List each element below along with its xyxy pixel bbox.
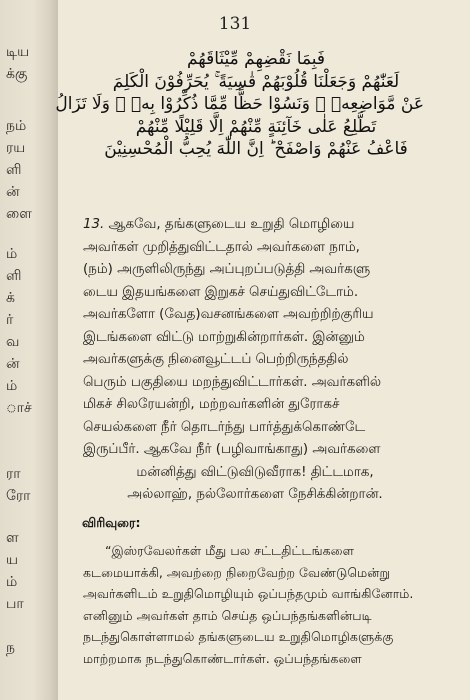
gutter-fragment: ளி (6, 268, 22, 284)
commentary-line: நடந்துகொள்ளாமல் தங்களுடைய உறுதிமொழிகளுக்கு (83, 629, 394, 644)
commentary-line: கடமையாக்கி, அவற்றை நிறைவேற்ற வேண்டுமென்று (83, 564, 390, 580)
commentary-heading: விரிவுரை: (82, 515, 141, 530)
translation-line: மிகச் சிலரேயன்றி, மற்றவர்களின் துரோகச் (83, 397, 340, 412)
gutter-fragment: ந (6, 640, 15, 656)
gutter-fragment: ரய (6, 140, 26, 156)
gutter-fragment: ள (6, 530, 19, 546)
gutter-fragment: ாச் (6, 400, 32, 416)
translation-line (83, 214, 427, 237)
gutter-fragment: நம் (6, 118, 27, 134)
gutter-fragment: வ (6, 334, 20, 350)
gutter-fragment: ர் (6, 312, 14, 328)
commentary-line: எனினும் அவர்கள் தாம் செய்த ஒப்பந்தங்களின்படி (83, 607, 372, 623)
gutter-fragment: ரோ (6, 488, 31, 504)
gutter-fragment: ன் (6, 184, 20, 200)
commentary-line: “இஸ்ரவேலர்கள் மீது பல சட்டதிட்டங்களை (105, 543, 354, 558)
arabic-verse-line: تَطَّلِعُ عَلٰى خَآئِنَةٍ مِّنْهُمْ اِلَّا قَلِيْلًا مِّنْهُمْ (135, 116, 377, 137)
gutter-fragment: ளி (6, 162, 22, 178)
translation-line: இருப்பீர். ஆகவே நீர் (பழிவாங்காது) அவர்களை (83, 442, 381, 457)
translation-line: செயல்களை நீர் தொடர்ந்து பார்த்துக்கொண்டே (83, 419, 366, 435)
arabic-verse-line: عَنْ مَّوَاضِعِهٖ ۙ وَنَسُوْا حَظًّا مِّمَّا ذُكِّرُوْا بِهٖ ۚ وَلَا تَزَالُ (55, 94, 424, 114)
gutter-fragment: டிய (6, 44, 30, 60)
translation-line: மன்னித்து விட்டுவிடுவீராக! திட்டமாக, (136, 464, 374, 480)
gutter-fragment: ம் (6, 246, 18, 262)
translation-line: அவர்கள் முறித்துவிட்டதால் அவர்களை நாம், (83, 239, 360, 255)
verse-translation (83, 214, 427, 507)
verse-number: 13. (83, 217, 105, 232)
arabic-verse-line: فَاعْفُ عَنْهُمْ وَاصْفَحْ ؕ اِنَّ اللّٰهَ يُحِبُّ الْمُحْسِنِيْنَ (104, 139, 408, 159)
commentary-line: அவர்களிடம் உறுதிமொழியும் ஒப்பந்தமும் வாங்கினோம். (83, 586, 414, 601)
gutter-fragment: ரா (6, 466, 21, 482)
translation-line: (நம்) அருளிலிருந்து அப்புறப்படுத்தி அவர்களு (83, 262, 370, 277)
commentary-line: மாற்றமாக நடந்துகொண்டார்கள். ஒப்பந்தங்களை (83, 650, 362, 666)
translation-line: அவர்களுக்கு நினைவூட்டப் பெற்றிருந்ததில் (83, 352, 349, 367)
gutter-fragment: ய (6, 552, 19, 568)
arabic-verse-block (55, 48, 424, 161)
gutter-fragment: ளை (6, 206, 32, 222)
translation-line: பெரும் பகுதியை மறந்துவிட்டார்கள். அவர்களில் (83, 374, 381, 390)
gutter-fragment: பா (6, 596, 24, 612)
gutter-fragment: ம் (6, 378, 18, 394)
adjacent-page-gutter (0, 0, 58, 700)
commentary-body (83, 540, 427, 669)
translation-line-text: ஆகவே, தங்களுடைய உறுதி மொழியை (104, 217, 355, 232)
gutter-fragment: ன் (6, 356, 20, 372)
translation-line: அவர்களோ (வேத)வசனங்களை அவற்றிற்குரிய (83, 307, 374, 322)
translation-line: டைய இதயங்களை இறுகச் செய்துவிட்டோம். (83, 284, 359, 300)
translation-line: இடங்களை விட்டு மாற்றுகின்றார்கள். இன்னும் (83, 329, 365, 345)
translation-line: அல்லாஹ், நல்லோர்களை நேசிக்கின்றான். (127, 487, 383, 502)
arabic-verse-line: لَعَنّٰهُمْ وَجَعَلْنَا قُلُوْبَهُمْ قٰسِيَةً ۚ يُحَرِّفُوْنَ الْكَلِمَ (112, 71, 400, 92)
gutter-fragment: ம் (6, 574, 18, 590)
arabic-verse-line: فَبِمَا نَقْضِهِمْ مِّيْثَاقَهُمْ (186, 49, 326, 69)
page-number: 131 (218, 14, 252, 34)
gutter-fragment: க்கு (6, 66, 28, 82)
gutter-fragment: க் (6, 290, 15, 306)
